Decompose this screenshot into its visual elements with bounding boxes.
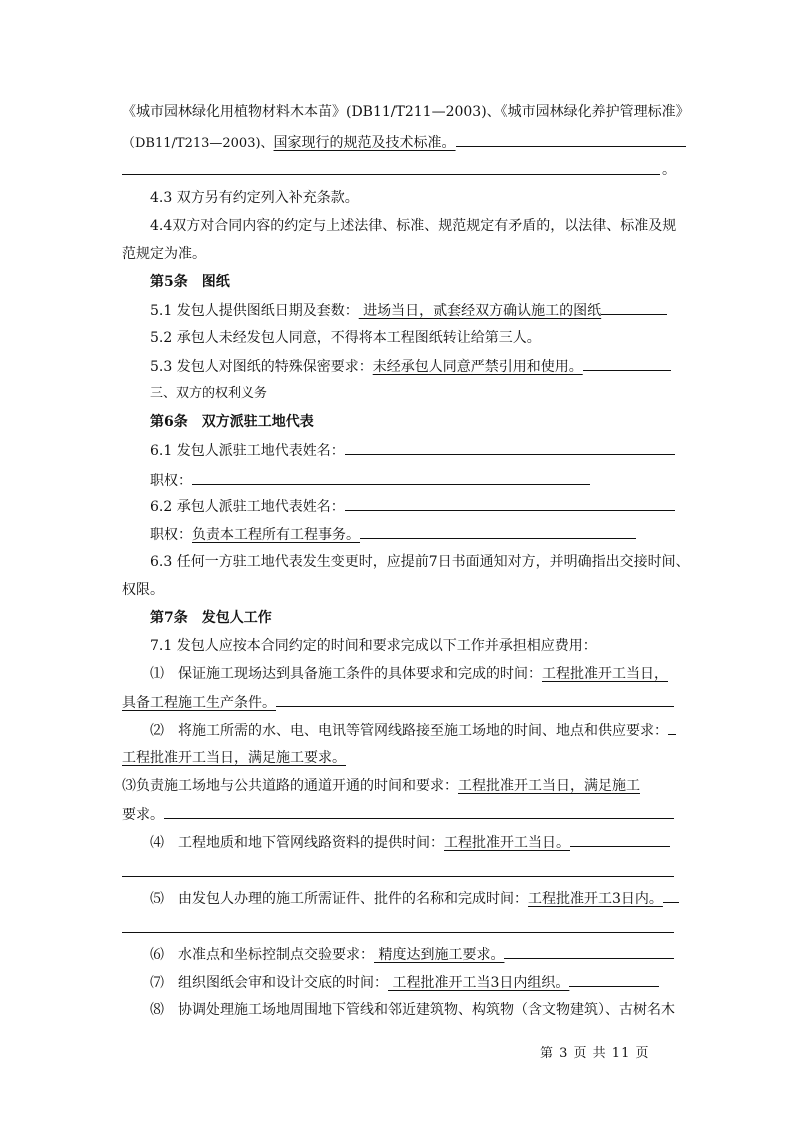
filled-value: 工程批准开工当日，满足施工	[458, 778, 640, 794]
item-2	[150, 720, 674, 741]
fill-blank	[569, 972, 659, 987]
clause-text: 权限。	[122, 582, 164, 598]
item-1	[150, 664, 674, 684]
standards-line-2	[122, 132, 674, 154]
standards-line-1	[122, 102, 690, 122]
item-4	[150, 832, 674, 853]
fill-blank	[192, 470, 590, 485]
page-number: 第 3 页 共 11 页	[540, 1046, 650, 1061]
filled-value: 工程批准开工当日，满足施工要求。	[122, 750, 346, 766]
item-5	[150, 888, 674, 909]
item-7	[150, 972, 674, 993]
period-text: 。	[662, 162, 676, 178]
clause-text: 范规定为准。	[122, 246, 206, 262]
clause-text: 5.1 发包人提供图纸日期及套数：	[150, 303, 359, 319]
heading-text: 第7条 发包人工作	[150, 610, 272, 626]
clause-7-1	[150, 636, 674, 656]
fill-blank	[164, 804, 674, 819]
heading-text: 第5条 图纸	[150, 274, 230, 290]
clause-text: 6.3 任何一方驻工地代表发生变更时，应提前7日书面通知对方，并明确指出交接时间、	[150, 554, 690, 570]
fill-blank	[345, 496, 675, 511]
clause-6-2	[150, 496, 674, 517]
fill-rule	[122, 876, 674, 877]
item-text: ⑷ 工程地质和地下管网线路资料的提供时间：	[150, 835, 444, 851]
fill-blank	[570, 832, 670, 847]
clause-text: 6.2 承包人派驻工地代表姓名：	[150, 499, 345, 515]
clause-4-3	[150, 188, 674, 208]
clause-5-2	[150, 328, 674, 348]
duty-label: 职权：	[150, 473, 192, 489]
fill-blank	[345, 440, 675, 455]
clause-4-4-cont	[122, 244, 674, 264]
item-text: ⑻ 协调处理施工场地周围地下管线和邻近建筑物、构筑物（含文物建筑）、古树名木	[150, 1002, 675, 1018]
fill-rule	[122, 174, 660, 175]
fill-blank	[504, 944, 674, 959]
filled-value: 精度达到施工要求。	[374, 947, 505, 963]
filled-value: 工程批准开工当日。	[444, 835, 570, 851]
fill-blank	[668, 720, 676, 735]
standards-code: （DB11/T213—2003)、	[122, 136, 274, 151]
clause-4-4	[150, 216, 677, 236]
fill-blank	[276, 692, 674, 707]
item-6	[150, 944, 674, 965]
item-text: ⑸ 由发包人办理的施工所需证件、批件的名称和完成时间：	[150, 891, 528, 907]
item-1-cont	[122, 692, 674, 713]
filled-value: 工程批准开工3日内。	[528, 891, 663, 907]
clause-text: 7.1 发包人应按本合同约定的时间和要求完成以下工作并承担相应费用：	[150, 638, 597, 654]
item-text: ⑺ 组织图纸会审和设计交底的时间：	[150, 975, 388, 991]
clause-6-3	[150, 552, 690, 572]
filled-value: 进场当日，贰套经双方确认施工的图纸	[358, 303, 602, 319]
clause-text: 4.3 双方另有约定列入补充条款。	[150, 190, 359, 206]
duty-label: 职权：	[150, 527, 192, 543]
fill-blank	[663, 888, 679, 903]
filled-value: 负责本工程所有工程事务。	[192, 527, 360, 543]
clause-5-3	[150, 356, 674, 377]
item-text: ⑵ 将施工所需的水、电、电讯等管网线路接至施工场地的时间、地点和供应要求：	[150, 723, 668, 739]
item-text: ⑶负责施工场地与公共道路的通道开通的时间和要求：	[122, 778, 458, 794]
item-8	[150, 1000, 674, 1020]
clause-text: 5.3 发包人对图纸的特殊保密要求：	[150, 359, 373, 375]
standards-national: 国家现行的规范及技术标准。	[273, 135, 456, 151]
fill-blank	[360, 524, 636, 539]
item-3	[122, 776, 674, 796]
filled-value: 具备工程施工生产条件。	[122, 695, 276, 711]
item-text: ⑹ 水准点和坐标控制点交验要求：	[150, 947, 374, 963]
article-5-heading	[150, 272, 674, 292]
fill-rule	[122, 932, 674, 933]
heading-text: 三、双方的权利义务	[150, 386, 268, 401]
item-3-cont	[122, 804, 674, 825]
clause-text: 5.2 承包人未经发包人同意，不得将本工程图纸转让给第三人。	[150, 330, 541, 346]
fill-blank	[456, 132, 686, 147]
article-7-heading	[150, 608, 674, 628]
clause-6-1	[150, 440, 674, 461]
section-3-heading	[150, 384, 674, 404]
standards-text: 《城市园林绿化用植物材料木本苗》(DB11/T211—2003)、《城市园林绿化养护管理标准》	[122, 104, 690, 120]
item-2-cont	[122, 748, 674, 768]
filled-value: 工程批准开工当日，	[542, 666, 668, 682]
fill-blank	[601, 300, 667, 315]
duty-2	[150, 524, 674, 545]
duty-1	[150, 470, 674, 491]
clause-6-3-cont	[122, 580, 674, 600]
clause-text: 6.1 发包人派驻工地代表姓名：	[150, 443, 345, 459]
fill-blank	[583, 356, 671, 371]
filled-value: 未经承包人同意严禁引用和使用。	[372, 359, 583, 375]
filled-value: 工程批准开工当3日内组织。	[388, 975, 570, 991]
clause-5-1	[150, 300, 674, 321]
period-mark	[662, 160, 682, 180]
article-6-heading	[150, 412, 674, 432]
item-text: 要求。	[122, 807, 164, 823]
heading-text: 第6条 双方派驻工地代表	[150, 414, 314, 430]
item-text: ⑴ 保证施工现场达到具备施工条件的具体要求和完成的时间：	[150, 666, 542, 682]
clause-text: 4.4双方对合同内容的约定与上述法律、标准、规范规定有矛盾的，以法律、标准及规	[150, 218, 677, 234]
